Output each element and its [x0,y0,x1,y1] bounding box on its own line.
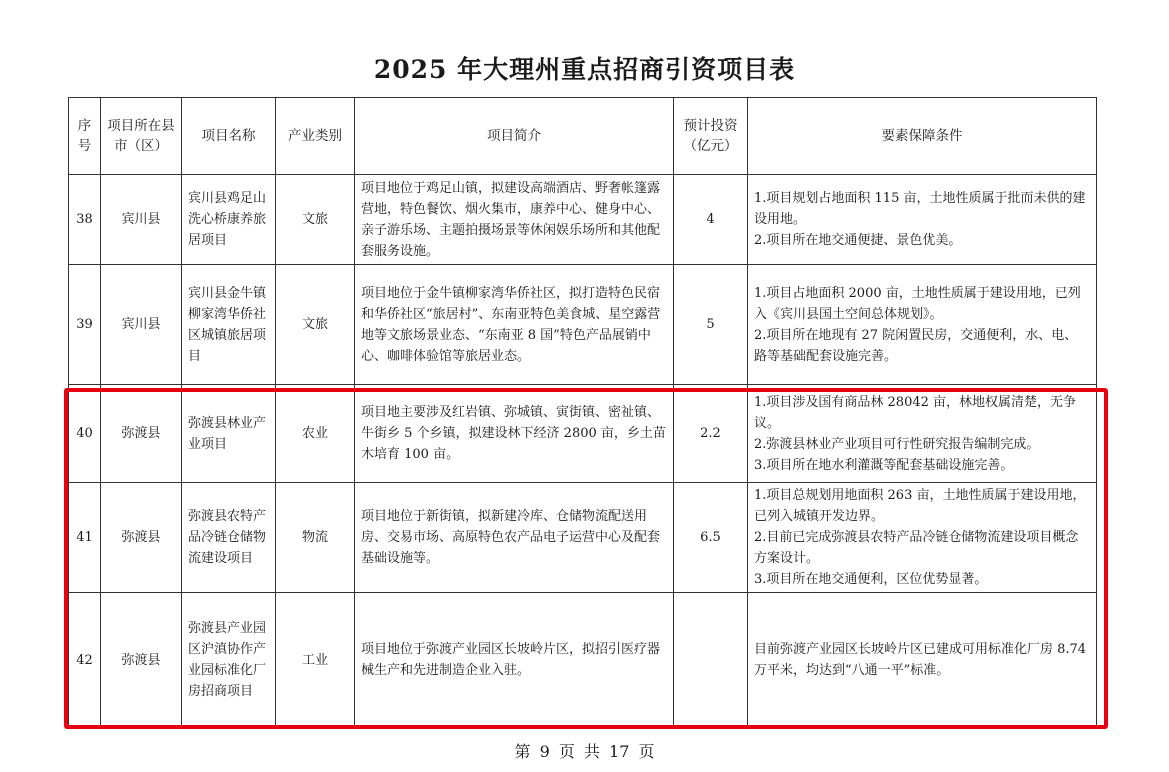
condition-line: 2.项目所在地交通便捷、景色优美。 [754,233,962,248]
table-row [69,175,1097,265]
cell-conditions [748,175,1097,265]
condition-line: 目前弥渡产业园区长坡岭片区已建成可用标准化厂房 8.74 万平米，均达到“八通一平”标准。 [754,642,1087,678]
table-row [69,593,1097,728]
table-row [69,483,1097,593]
cell-seq: 41 [69,483,101,593]
table-row [69,265,1097,385]
cell-investment: 5 [674,265,748,385]
cell-conditions [748,483,1097,593]
cell-category: 文旅 [276,175,355,265]
cell-county: 弥渡县 [101,483,182,593]
cell-seq: 39 [69,265,101,385]
condition-line: 1.项目规划占地面积 115 亩，土地性质属于批而未供的建设用地。 [754,191,1086,227]
project-table [68,97,1097,728]
cell-county: 宾川县 [101,175,182,265]
condition-line: 2.目前已完成弥渡县农特产品冷链仓储物流建设项目概念方案设计。 [754,530,1079,566]
header-county: 项目所在县市（区） [101,98,182,175]
cell-category: 农业 [276,385,355,483]
cell-conditions [748,265,1097,385]
cell-seq: 42 [69,593,101,728]
cell-intro: 项目地位于弥渡产业园区长坡岭片区，拟招引医疗器械生产和先进制造企业入驻。 [355,593,674,728]
header-category: 产业类别 [276,98,355,175]
condition-line: 1.项目总规划用地面积 263 亩，土地性质属于建设用地，已列入城镇开发边界。 [754,488,1086,524]
cell-intro: 项目地位于金牛镇柳家湾华侨社区，拟打造特色民宿和华侨社区“旅居村”、东南亚特色美食城、星空露营地等文旅场景业态、“东南亚 8 国”特色产品展销中心、咖啡体验馆等旅居业态。 [355,265,674,385]
cell-investment: 4 [674,175,748,265]
cell-intro: 项目地位于新街镇，拟新建冷库、仓储物流配送用房、交易市场、高原特色农产品电子运营中心及配套基础设施等。 [355,483,674,593]
cell-county: 弥渡县 [101,593,182,728]
page-title: 2025 年大理州重点招商引资项目表 [373,55,796,84]
cell-investment: 6.5 [674,483,748,593]
condition-line: 2.弥渡县林业产业项目可行性研究报告编制完成。 [754,436,1040,452]
header-conditions: 要素保障条件 [748,98,1097,175]
condition-line: 2.项目所在地现有 27 院闲置民房，交通便利，水、电、路等基础配套设施完善。 [754,327,1078,364]
condition-line: 1.项目涉及国有商品林 28042 亩，林地权属清楚，无争议。 [754,394,1077,431]
cell-investment [674,593,748,728]
cell-conditions [748,593,1097,728]
cell-seq: 38 [69,175,101,265]
cell-county: 弥渡县 [101,385,182,483]
cell-county: 宾川县 [101,265,182,385]
condition-line: 1.项目占地面积 2000 亩，土地性质属于建设用地，已列入《宾川县国土空间总体规划》。 [754,285,1081,322]
header-investment: 预计投资（亿元） [674,98,748,175]
cell-conditions [748,385,1097,483]
header-seq: 序号 [69,98,101,175]
cell-investment: 2.2 [674,385,748,483]
cell-category: 文旅 [276,265,355,385]
header-name: 项目名称 [182,98,276,175]
cell-intro: 项目地位于鸡足山镇，拟建设高端酒店、野奢帐篷露营地，特色餐饮、烟火集市，康养中心、健身中心、亲子游乐场、主题拍摄场景等休闲娱乐场所和其他配套服务设施。 [355,175,674,265]
cell-name: 弥渡县农特产品冷链仓储物流建设项目 [182,483,276,593]
cell-category: 物流 [276,483,355,593]
condition-line: 3.项目所在地水利灌溉等配套基础设施完善。 [754,457,1014,473]
condition-line: 3.项目所在地交通便利，区位优势显著。 [754,572,988,587]
cell-name: 宾川县鸡足山洗心桥康养旅居项目 [182,175,276,265]
cell-seq: 40 [69,385,101,483]
header-intro: 项目简介 [355,98,674,175]
cell-intro: 项目地主要涉及红岩镇、弥城镇、寅街镇、密祉镇、牛街乡 5 个乡镇，拟建设林下经济 2800 亩，乡土苗木培育 100 亩。 [355,385,674,483]
cell-name: 弥渡县产业园区沪滇协作产业园标准化厂房招商项目 [182,593,276,728]
cell-category: 工业 [276,593,355,728]
table-header-row [69,98,1097,175]
page-footer: 第 9 页 共 17 页 [514,742,655,761]
cell-name: 宾川县金牛镇柳家湾华侨社区城镇旅居项目 [182,265,276,385]
cell-name: 弥渡县林业产业项目 [182,385,276,483]
table-row [69,385,1097,483]
